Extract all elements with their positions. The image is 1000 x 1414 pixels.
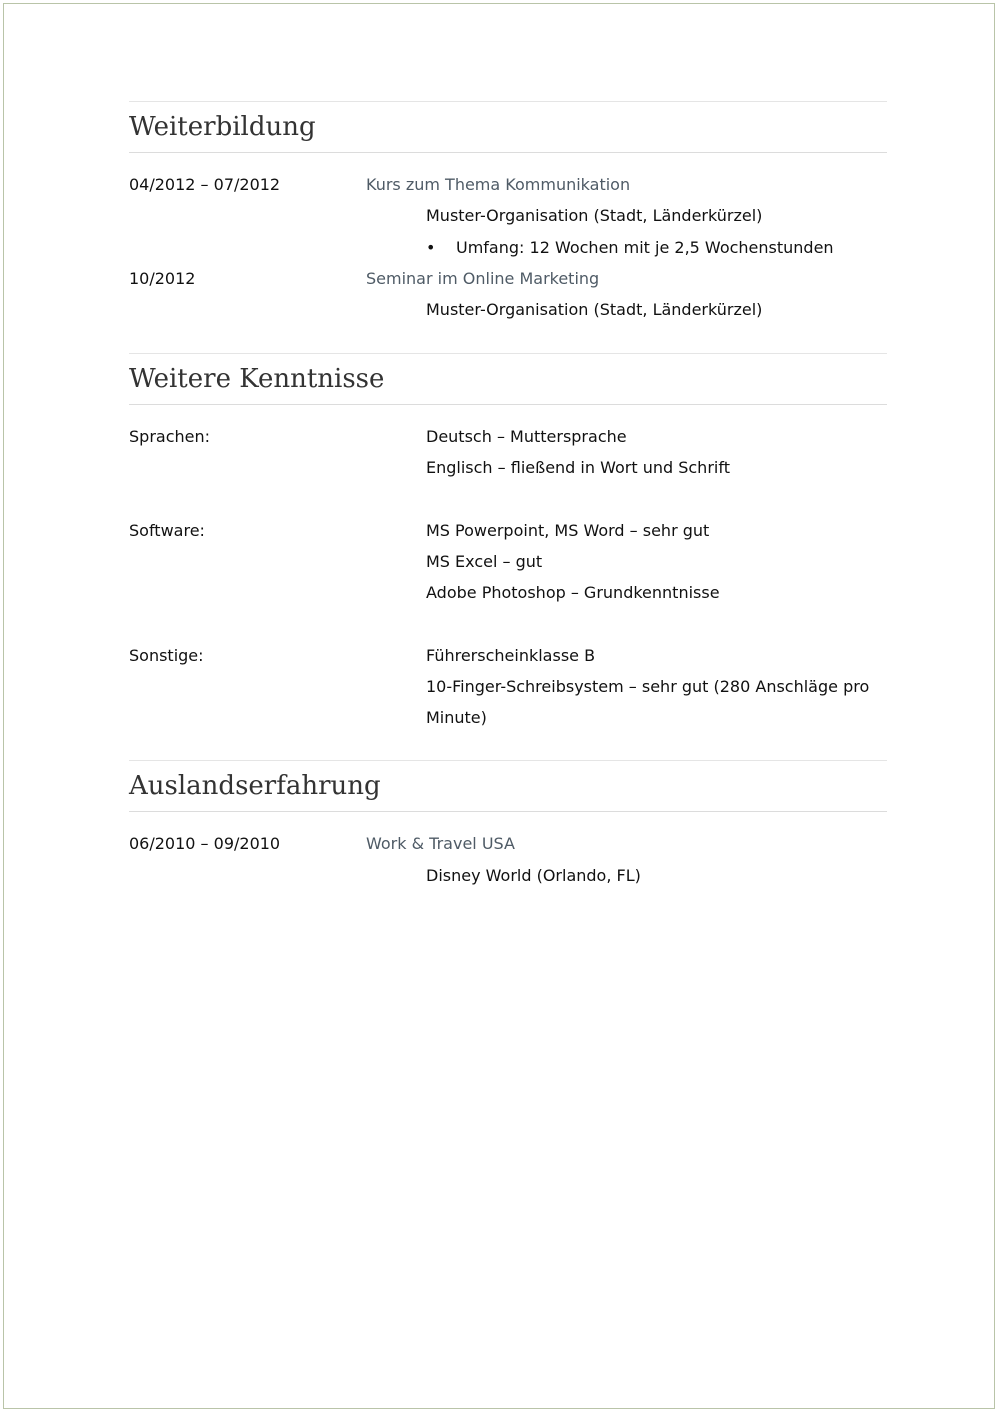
- entry-organization: Muster-Organisation (Stadt, Länderkürzel): [426, 300, 763, 319]
- entry-date: 04/2012 – 07/2012: [129, 175, 281, 194]
- entry-title: Seminar im Online Marketing: [366, 269, 600, 288]
- entry-date: 06/2010 – 09/2010: [129, 834, 281, 853]
- section-auslandserfahrung: [129, 760, 887, 900]
- skill-item: 10-Finger-Schreibsystem – sehr gut (280 Anschläge pro: [426, 677, 870, 696]
- skill-item: Adobe Photoshop – Grundkenntnisse: [426, 583, 720, 602]
- section-header: [129, 101, 887, 153]
- skills-label-sonstige: Sonstige:: [129, 646, 204, 665]
- skill-item: MS Powerpoint, MS Word – sehr gut: [426, 521, 710, 540]
- skill-item: MS Excel – gut: [426, 552, 543, 571]
- entry-date: 10/2012: [129, 269, 196, 288]
- section-title: Weitere Kenntnisse: [129, 364, 385, 394]
- entry-bullet: Umfang: 12 Wochen mit je 2,5 Wochenstunden: [456, 238, 834, 257]
- section-header: [129, 760, 887, 812]
- bullet-icon: •: [426, 238, 436, 257]
- skill-item: Minute): [426, 708, 487, 727]
- section-title: Auslandserfahrung: [129, 771, 381, 801]
- section-title: Weiterbildung: [129, 112, 316, 142]
- skill-item: Deutsch – Muttersprache: [426, 427, 627, 446]
- entry-organization: Disney World (Orlando, FL): [426, 866, 641, 885]
- skills-label-sprachen: Sprachen:: [129, 427, 211, 446]
- cv-content: [129, 101, 887, 885]
- entry-title: Kurs zum Thema Kommunikation: [366, 175, 631, 194]
- section-header: [129, 353, 887, 405]
- skill-item: Führerscheinklasse B: [426, 646, 596, 665]
- skills-label-software: Software:: [129, 521, 205, 540]
- section-kenntnisse: [129, 353, 887, 758]
- entry-organization: Muster-Organisation (Stadt, Länderkürzel): [426, 206, 763, 225]
- entry-title: Work & Travel USA: [366, 834, 515, 853]
- section-weiterbildung: [129, 101, 887, 351]
- skill-item: Englisch – fließend in Wort und Schrift: [426, 458, 730, 477]
